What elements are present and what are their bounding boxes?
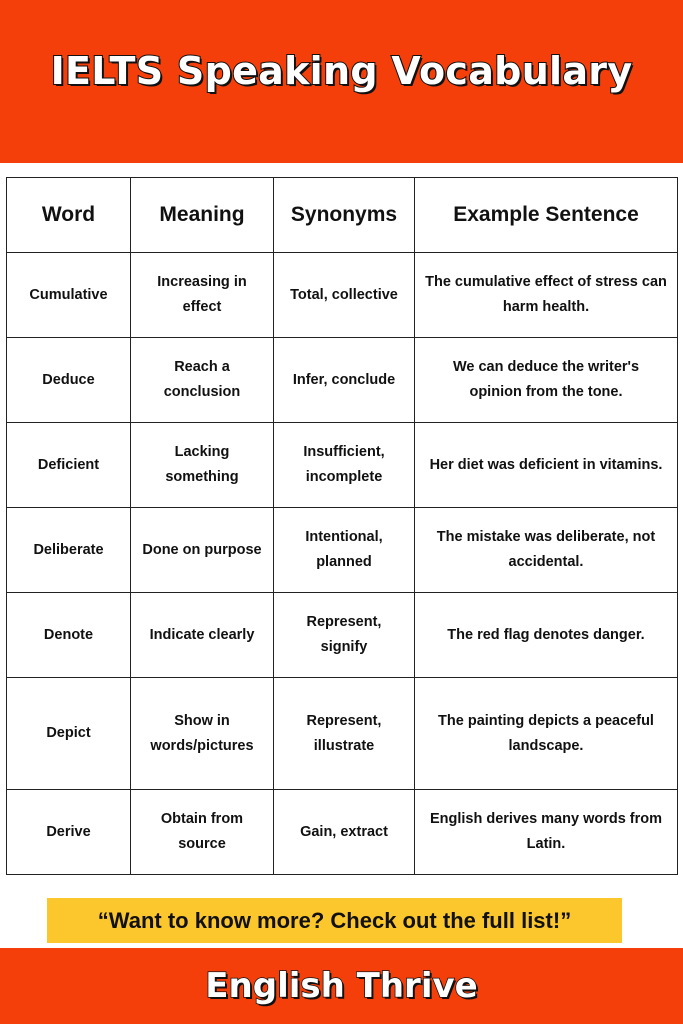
vocabulary-table xyxy=(6,177,678,875)
column-header-example: Example Sentence xyxy=(415,178,678,253)
table-row xyxy=(7,338,678,423)
synonyms-cell: Gain, extract xyxy=(274,790,415,875)
word-cell: Deficient xyxy=(7,423,131,508)
table-row xyxy=(7,508,678,593)
table-row xyxy=(7,790,678,875)
example-cell: The mistake was deliberate, not accidental. xyxy=(415,508,678,593)
example-cell: The red flag denotes danger. xyxy=(415,593,678,678)
synonyms-cell: Total, collective xyxy=(274,253,415,338)
header-banner xyxy=(0,0,683,163)
meaning-cell: Done on purpose xyxy=(131,508,274,593)
table-row xyxy=(7,253,678,338)
meaning-cell: Increasing in effect xyxy=(131,253,274,338)
word-cell: Depict xyxy=(7,678,131,790)
example-cell: The cumulative effect of stress can harm health. xyxy=(415,253,678,338)
table-row xyxy=(7,423,678,508)
table-header-row xyxy=(7,178,678,253)
example-cell: We can deduce the writer's opinion from the tone. xyxy=(415,338,678,423)
word-cell: Deduce xyxy=(7,338,131,423)
synonyms-cell: Represent, illustrate xyxy=(274,678,415,790)
synonyms-cell: Infer, conclude xyxy=(274,338,415,423)
cta-banner xyxy=(47,898,622,943)
meaning-cell: Indicate clearly xyxy=(131,593,274,678)
cta-text: “Want to know more? Check out the full list!” xyxy=(97,907,572,933)
meaning-cell: Lacking something xyxy=(131,423,274,508)
word-cell: Cumulative xyxy=(7,253,131,338)
word-cell: Deliberate xyxy=(7,508,131,593)
word-cell: Derive xyxy=(7,790,131,875)
synonyms-cell: Represent, signify xyxy=(274,593,415,678)
brand-name: English Thrive xyxy=(205,966,478,1006)
column-header-synonyms: Synonyms xyxy=(274,178,415,253)
example-cell: English derives many words from Latin. xyxy=(415,790,678,875)
page-title: IELTS Speaking Vocabulary xyxy=(50,48,633,93)
example-cell: Her diet was deficient in vitamins. xyxy=(415,423,678,508)
meaning-cell: Obtain from source xyxy=(131,790,274,875)
table-row xyxy=(7,593,678,678)
word-cell: Denote xyxy=(7,593,131,678)
table-row xyxy=(7,678,678,790)
example-cell: The painting depicts a peaceful landscape. xyxy=(415,678,678,790)
synonyms-cell: Intentional, planned xyxy=(274,508,415,593)
footer-banner xyxy=(0,948,683,1024)
synonyms-cell: Insufficient, incomplete xyxy=(274,423,415,508)
column-header-word: Word xyxy=(7,178,131,253)
column-header-meaning: Meaning xyxy=(131,178,274,253)
meaning-cell: Show in words/pictures xyxy=(131,678,274,790)
meaning-cell: Reach a conclusion xyxy=(131,338,274,423)
